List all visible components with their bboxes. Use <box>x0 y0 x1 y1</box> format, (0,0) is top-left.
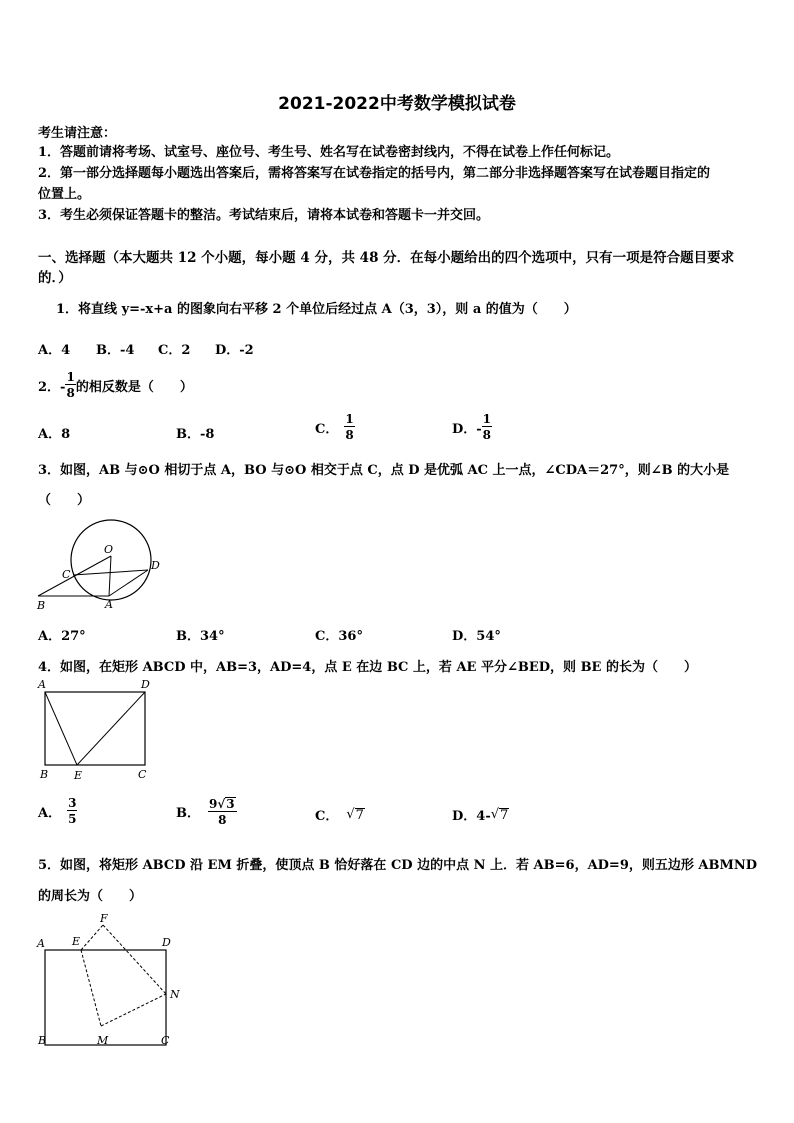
q4-line-AE <box>45 692 77 765</box>
section-heading: 一、选择题（本大题共 12 个小题，每小题 4 分，共 48 分．在每小题给出的四个选项中，只有一项是符合题目要求 <box>38 250 735 266</box>
q3-option-c: C．36° <box>315 629 363 644</box>
q3-line-BO <box>38 556 111 596</box>
q4-label-C: C <box>138 768 147 781</box>
q1-stem: 1．将直线 y=-x+a 的图象向右平移 2 个单位后经过点 A（3，3），则 a 的值为（ ） <box>56 302 577 317</box>
q5-rectangle <box>45 950 166 1045</box>
q3-stem: 3．如图，AB 与⊙O 相切于点 A，BO 与⊙O 相交于点 C，点 D 是优弧 AC 上一点，∠CDA＝27°，则∠B 的大小是 <box>38 463 730 478</box>
q3-option-d: D．54° <box>452 629 501 644</box>
q5-line-EM <box>81 950 101 1026</box>
q2-option-c-label: C． <box>315 421 339 437</box>
q4-option-a-fraction <box>67 797 77 825</box>
q5-label-E: E <box>72 935 81 948</box>
q2-option-d <box>452 413 492 441</box>
q1-option-b: B．-4 <box>96 343 135 358</box>
q4-label-E: E <box>74 769 83 782</box>
q3-label-C: C <box>62 568 71 581</box>
q5-label-B: B <box>38 1034 47 1047</box>
q4-option-c <box>315 805 365 824</box>
q4-option-b-coef: 9 <box>209 797 218 811</box>
q1-option-c: C．2 <box>158 343 191 358</box>
q3-option-a: A．27° <box>38 629 86 644</box>
q4-option-a-den: 5 <box>68 812 77 826</box>
q5-label-D: D <box>162 936 171 949</box>
q2-option-c-den: 8 <box>345 428 354 442</box>
q4-figure <box>34 676 159 784</box>
q4-option-a-label: A． <box>38 805 62 821</box>
q4-rectangle <box>45 692 145 765</box>
q4-option-b-label: B． <box>176 806 200 821</box>
q4-option-b-num <box>208 797 237 812</box>
q2-option-d-den: 8 <box>482 428 492 442</box>
q5-label-N: N <box>170 988 180 1001</box>
q2-option-d-num: 1 <box>482 412 492 426</box>
q4-option-a-num: 3 <box>68 796 77 810</box>
notice-item-2: 2．第一部分选择题每小题选出答案后，需将答案写在试卷指定的括号内，第二部分非选择题答案写在试卷题目指定的 <box>38 166 711 181</box>
q4-option-c-radicand: 7 <box>355 807 364 823</box>
q4-option-c-label: C． <box>315 809 339 824</box>
q5-stem-cont: 的周长为（ ） <box>38 889 143 904</box>
q4-option-b-fraction <box>208 797 237 826</box>
q4-label-B: B <box>40 768 49 781</box>
q2-option-d-fraction <box>482 413 492 441</box>
sqrt-icon: √ <box>217 797 226 811</box>
q4-option-b-den: 8 <box>218 813 227 827</box>
q5-figure <box>34 910 194 1050</box>
notice-heading: 考生请注意： <box>38 126 117 141</box>
q2-fraction <box>65 371 75 399</box>
q2-option-b: B．-8 <box>176 427 215 442</box>
q3-stem-cont: （ ） <box>38 493 91 508</box>
q3-line-OA <box>109 556 111 596</box>
q4-option-d <box>452 805 509 824</box>
q4-option-b-radicand: 3 <box>226 797 235 811</box>
q3-label-D: D <box>151 559 160 572</box>
q4-option-b <box>176 797 237 826</box>
q5-label-F: F <box>100 912 108 925</box>
q3-label-B: B <box>37 599 46 612</box>
q2-prefix: 2．- <box>38 379 66 395</box>
q2-stem <box>38 371 193 399</box>
q4-option-d-label: D．4- <box>452 809 491 824</box>
q3-option-b: B．34° <box>176 629 225 644</box>
q2-suffix: 的相反数是（ ） <box>75 379 193 395</box>
q1-option-a: A．4 <box>38 343 71 358</box>
q5-label-A: A <box>37 937 45 950</box>
q5-label-M: M <box>97 1034 109 1047</box>
q5-line-MN <box>101 994 166 1026</box>
q2-option-c-num: 1 <box>345 412 354 426</box>
q2-frac-den: 8 <box>66 386 75 400</box>
q5-stem: 5．如图，将矩形 ABCD 沿 EM 折叠，使顶点 B 恰好落在 CD 边的中点 N 上．若 AB=6，AD=9，则五边形 ABMND <box>38 858 758 873</box>
q4-option-d-radicand: 7 <box>500 807 509 823</box>
q4-line-ED <box>77 692 145 765</box>
q4-stem: 4．如图，在矩形 ABCD 中，AB=3，AD=4，点 E 在边 BC 上，若 AE 平分∠BED，则 BE 的长为（ ） <box>38 660 697 675</box>
q3-line-AD <box>109 570 148 596</box>
q3-label-A: A <box>105 598 113 611</box>
q2-option-c <box>315 413 355 441</box>
notice-item-3: 3．考生必须保证答题卡的整洁。考试结束后，请将本试卷和答题卡一并交回。 <box>38 208 490 223</box>
q5-line-FN <box>103 925 166 994</box>
page-title: 2021-2022中考数学模拟试卷 <box>278 94 516 114</box>
q1-option-d: D．-2 <box>215 343 254 358</box>
q3-figure <box>34 518 164 613</box>
q5-line-EF <box>81 925 103 950</box>
q3-label-O: O <box>104 543 114 556</box>
notice-item-1: 1．答题前请将考场、试室号、座位号、考生号、姓名写在试卷密封线内，不得在试卷上作任何标记。 <box>38 145 620 160</box>
section-heading-cont: 的．） <box>38 270 72 286</box>
q4-label-D: D <box>141 678 150 691</box>
q4-option-a <box>38 797 77 825</box>
q2-option-d-label: D．- <box>452 421 482 437</box>
q5-label-C: C <box>161 1034 170 1047</box>
q2-option-c-fraction <box>344 413 354 441</box>
q4-label-A: A <box>38 678 46 691</box>
sqrt-icon: √ <box>490 807 500 822</box>
sqrt-icon: √ <box>346 807 355 822</box>
notice-item-2-cont: 位置上。 <box>38 187 91 202</box>
q2-frac-num: 1 <box>66 370 75 384</box>
q2-option-a: A．8 <box>38 427 71 442</box>
